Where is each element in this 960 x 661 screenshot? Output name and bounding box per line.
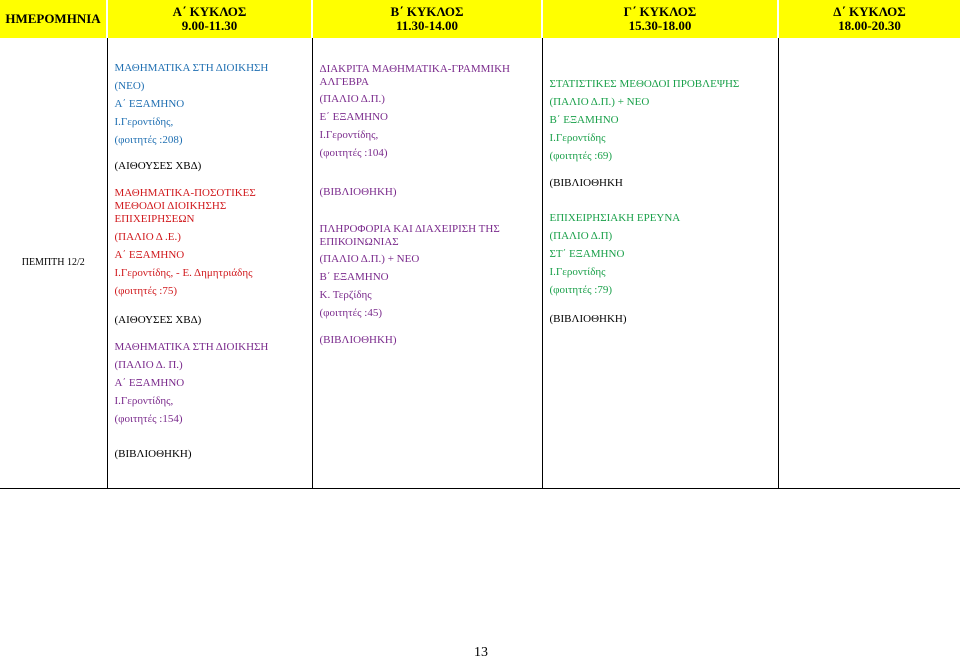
cycle-c-cell xyxy=(542,38,778,488)
room-label: (ΒΙΒΛΙΟΘΗΚΗ) xyxy=(114,448,192,460)
cycle-d-cell xyxy=(778,38,960,488)
header-cycle-c: Γ΄ ΚΥΚΛΟΣ 15.30-18.00 xyxy=(542,0,778,38)
room-label: (ΒΙΒΛΙΟΘΗΚΗ) xyxy=(319,186,397,198)
cycle-b-cell xyxy=(312,38,542,488)
course-math-management-old: ΜΑΘΗΜΑΤΙΚΑ ΣΤΗ ΔΙΟΙΚΗΣΗ (ΠΑΛΙΟ Δ. Π.) Α΄ ΕΞΑΜΗΝΟ Ι.Γεροντίδης, (φοιτητές :154) (ΒΙΒΛΙΟΘΗΚΗ) xyxy=(115,341,306,461)
room-label: (ΒΙΒΛΙΟΘΗΚΗ xyxy=(549,177,623,189)
room-label: (ΑΙΘΟΥΣΕΣ ΧΒΔ) xyxy=(114,314,202,326)
course-operational-research: ΕΠΙΧΕΙΡΗΣΙΑΚΗ ΕΡΕΥΝΑ (ΠΑΛΙΟ Δ.Π) ΣΤ΄ ΕΞΑΜΗΝΟ Ι.Γεροντίδης (φοιτητές :79) (ΒΙΒΛΙΟΘΗΚΗ) xyxy=(550,212,772,326)
header-date: ΗΜΕΡΟΜΗΝΙΑ xyxy=(0,0,107,38)
course-math-management-new: ΜΑΘΗΜΑΤΙΚΑ ΣΤΗ ΔΙΟΙΚΗΣΗ (ΝΕΟ) Α΄ ΕΞΑΜΗΝΟ Ι.Γεροντίδης, (φοιτητές :208) (ΑΙΘΟΥΣΕΣ ΧΒΔ) xyxy=(115,62,306,173)
course-forecasting-methods: ΣΤΑΤΙΣΤΙΚΕΣ ΜΕΘΟΔΟΙ ΠΡΟΒΛΕΨΗΣ (ΠΑΛΙΟ Δ.Π.) + ΝΕΟ Β΄ ΕΞΑΜΗΝΟ Ι.Γεροντίδης (φοιτητές :69) (ΒΙΒΛΙΟΘΗΚΗ xyxy=(550,78,772,190)
date-cell: ΠΕΜΠΤΗ 12/2 xyxy=(0,38,107,488)
schedule-row xyxy=(0,38,960,488)
room-label: (ΑΙΘΟΥΣΕΣ ΧΒΔ) xyxy=(114,160,202,172)
course-discrete-math: ΔΙΑΚΡΙΤΑ ΜΑΘΗΜΑΤΙΚΑ-ΓΡΑΜΜΙΚΗ ΑΛΓΕΒΡΑ (ΠΑΛΙΟ Δ.Π.) Ε΄ ΕΞΑΜΗΝΟ Ι.Γεροντίδης, (φοιτητές :104) (ΒΙΒΛΙΟΘΗΚΗ) xyxy=(320,63,536,199)
header-cycle-a: Α΄ ΚΥΚΛΟΣ 9.00-11.30 xyxy=(107,0,312,38)
cycle-a-cell xyxy=(107,38,312,488)
course-quantitative-methods: ΜΑΘΗΜΑΤΙΚΑ-ΠΟΣΟΤΙΚΕΣ ΜΕΘΟΔΟΙ ΔΙΟΙΚΗΣΗΣ ΕΠΙΧΕΙΡΗΣΕΩΝ (ΠΑΛΙΟ Δ .Ε.) Α΄ ΕΞΑΜΗΝΟ Ι.Γεροντίδης, - Ε. Δημητριάδης (φοιτητές :75) (ΑΙΘΟΥΣΕΣ ΧΒΔ) xyxy=(115,187,306,327)
header-row xyxy=(0,0,960,38)
room-label: (ΒΙΒΛΙΟΘΗΚΗ) xyxy=(549,313,627,325)
page-number: 13 xyxy=(474,645,488,660)
header-cycle-d: Δ΄ ΚΥΚΛΟΣ 18.00-20.30 xyxy=(778,0,960,38)
header-cycle-b: Β΄ ΚΥΚΛΟΣ 11.30-14.00 xyxy=(312,0,542,38)
course-information-communication: ΠΛΗΡΟΦΟΡΙΑ ΚΑΙ ΔΙΑΧΕΙΡΙΣΗ ΤΗΣ ΕΠΙΚΟΙΝΩΝΙΑΣ (ΠΑΛΙΟ Δ.Π.) + ΝΕΟ Β΄ ΕΞΑΜΗΝΟ Κ. Τερζίδης (φοιτητές :45) (ΒΙΒΛΙΟΘΗΚΗ) xyxy=(320,223,536,347)
room-label: (ΒΙΒΛΙΟΘΗΚΗ) xyxy=(319,334,397,346)
